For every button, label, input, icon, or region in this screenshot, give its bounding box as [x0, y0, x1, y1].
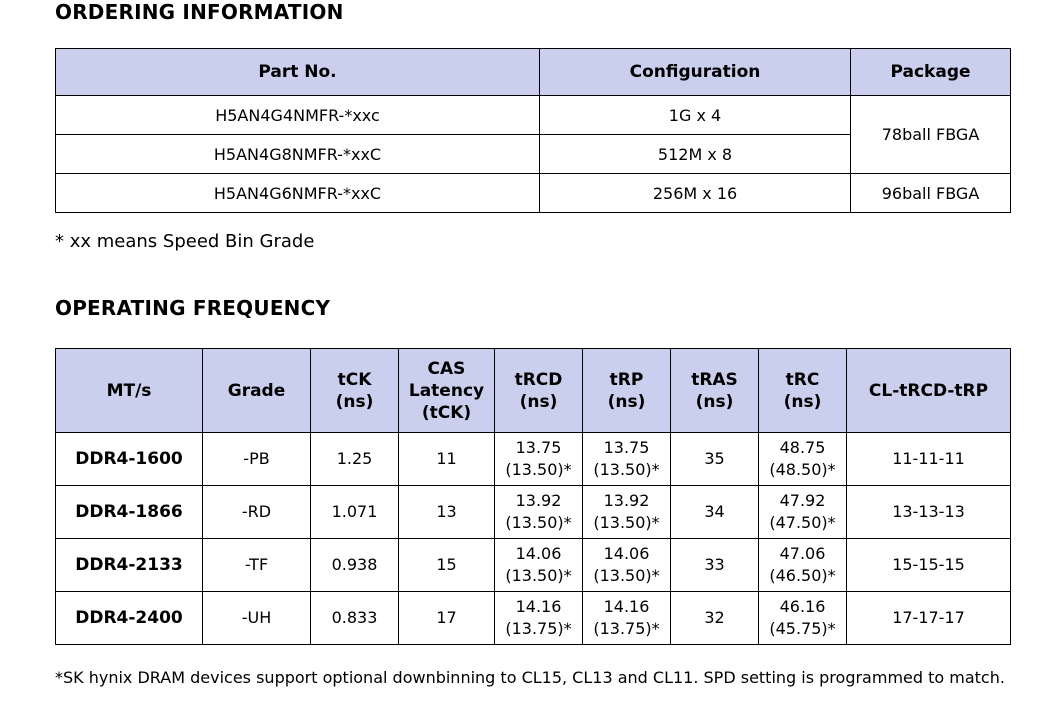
cas-latency-cell: 13 [399, 486, 495, 539]
cas-latency-cell: 15 [399, 539, 495, 592]
header-trc: tRC (ns) [759, 349, 847, 433]
cas-latency-cell: 11 [399, 433, 495, 486]
tras-cell: 34 [671, 486, 759, 539]
mts-cell: DDR4-1600 [56, 433, 203, 486]
header-mts: MT/s [56, 349, 203, 433]
table-row [56, 174, 1011, 213]
trp-cell: 14.16 (13.75)* [583, 592, 671, 645]
trcd-cell: 14.06 (13.50)* [495, 539, 583, 592]
operating-frequency-table [55, 348, 1011, 645]
tck-cell: 0.938 [311, 539, 399, 592]
frequency-header-row [56, 349, 1011, 433]
trc-cell: 48.75 (48.50)* [759, 433, 847, 486]
header-cl-trcd-trp: CL-tRCD-tRP [847, 349, 1011, 433]
ordering-header-row [56, 49, 1011, 96]
header-part-no: Part No. [56, 49, 540, 96]
operating-frequency-heading: OPERATING FREQUENCY [55, 296, 331, 320]
tck-cell: 1.25 [311, 433, 399, 486]
cas-latency-cell: 17 [399, 592, 495, 645]
tras-cell: 33 [671, 539, 759, 592]
cl-cell: 17-17-17 [847, 592, 1011, 645]
header-configuration: Configuration [540, 49, 851, 96]
trp-cell: 13.75 (13.50)* [583, 433, 671, 486]
header-trcd: tRCD (ns) [495, 349, 583, 433]
table-row [56, 539, 1011, 592]
trc-cell: 46.16 (45.75)* [759, 592, 847, 645]
trc-cell: 47.06 (46.50)* [759, 539, 847, 592]
part-number-cell: H5AN4G4NMFR-*xxc [56, 96, 540, 135]
ordering-table [55, 48, 1011, 213]
header-tras: tRAS (ns) [671, 349, 759, 433]
tras-cell: 32 [671, 592, 759, 645]
trcd-cell: 13.92 (13.50)* [495, 486, 583, 539]
downbinning-footnote: *SK hynix DRAM devices support optional downbinning to CL15, CL13 and CL11. SPD setting is programmed to match. [55, 668, 1005, 687]
configuration-cell: 512M x 8 [540, 135, 851, 174]
trp-cell: 13.92 (13.50)* [583, 486, 671, 539]
part-number-cell: H5AN4G8NMFR-*xxC [56, 135, 540, 174]
ordering-information-heading: ORDERING INFORMATION [55, 0, 344, 24]
mts-cell: DDR4-1866 [56, 486, 203, 539]
table-row [56, 433, 1011, 486]
table-row [56, 592, 1011, 645]
speed-bin-note: * xx means Speed Bin Grade [55, 231, 315, 252]
package-cell: 96ball FBGA [851, 174, 1011, 213]
cl-cell: 11-11-11 [847, 433, 1011, 486]
trc-cell: 47.92 (47.50)* [759, 486, 847, 539]
mts-cell: DDR4-2400 [56, 592, 203, 645]
trcd-cell: 14.16 (13.75)* [495, 592, 583, 645]
header-tck: tCK (ns) [311, 349, 399, 433]
grade-cell: -TF [203, 539, 311, 592]
header-grade: Grade [203, 349, 311, 433]
cl-cell: 15-15-15 [847, 539, 1011, 592]
tras-cell: 35 [671, 433, 759, 486]
header-package: Package [851, 49, 1011, 96]
tck-cell: 0.833 [311, 592, 399, 645]
table-row [56, 96, 1011, 135]
grade-cell: -RD [203, 486, 311, 539]
header-cas-latency: CAS Latency (tCK) [399, 349, 495, 433]
grade-cell: -UH [203, 592, 311, 645]
header-trp: tRP (ns) [583, 349, 671, 433]
grade-cell: -PB [203, 433, 311, 486]
cl-cell: 13-13-13 [847, 486, 1011, 539]
tck-cell: 1.071 [311, 486, 399, 539]
mts-cell: DDR4-2133 [56, 539, 203, 592]
trp-cell: 14.06 (13.50)* [583, 539, 671, 592]
package-cell: 78ball FBGA [851, 96, 1011, 174]
configuration-cell: 256M x 16 [540, 174, 851, 213]
trcd-cell: 13.75 (13.50)* [495, 433, 583, 486]
configuration-cell: 1G x 4 [540, 96, 851, 135]
table-row [56, 486, 1011, 539]
part-number-cell: H5AN4G6NMFR-*xxC [56, 174, 540, 213]
